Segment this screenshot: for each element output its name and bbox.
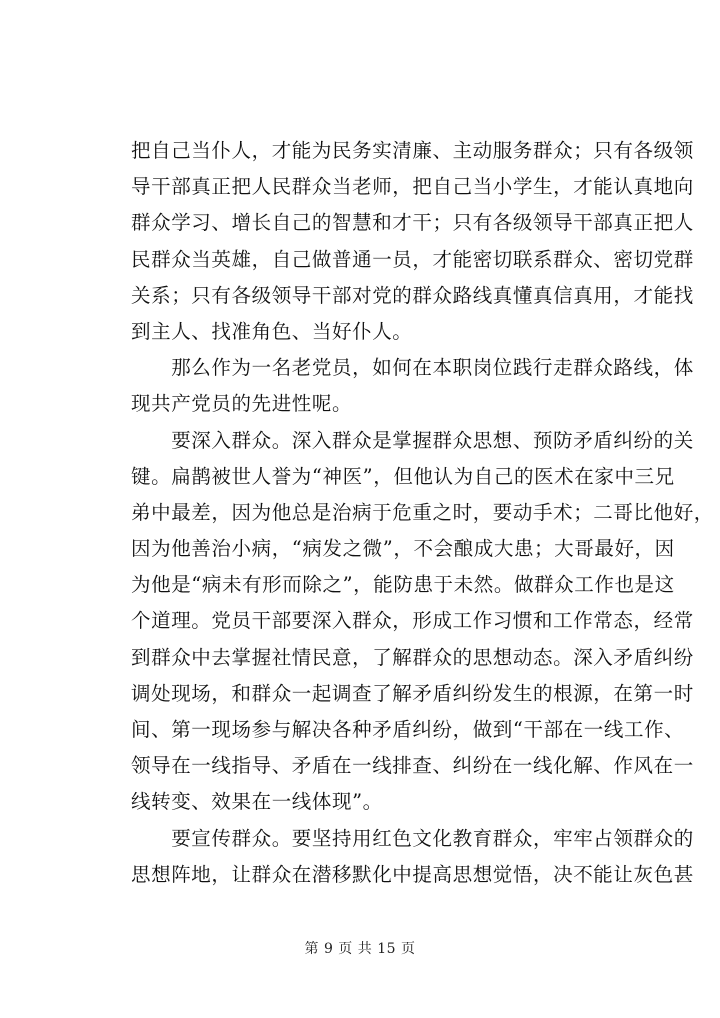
- text-line: 导干部真正把人民群众当老师，把自己当小学生，才能认真地向: [131, 175, 694, 199]
- text-line: 那么作为一名老党员，如何在本职岗位践行走群众路线，体: [131, 356, 694, 380]
- page-footer: [0, 938, 720, 958]
- text-line: 关系；只有各级领导干部对党的群众路线真懂真信真用，才能找: [131, 283, 694, 307]
- text-line: 调处现场，和群众一起调查了解矛盾纠纷发生的根源，在第一时: [131, 681, 694, 705]
- text-line: 到群众中去掌握社情民意，了解群众的思想动态。深入矛盾纠纷: [131, 645, 694, 669]
- text-line: 领导在一线指导、矛盾在一线排查、纠纷在一线化解、作风在一: [131, 754, 694, 778]
- text-line: 弟中最差，因为他总是治病于危重之时，要动手术；二哥比他好，: [131, 500, 714, 524]
- text-line: 要深入群众。深入群众是掌握群众思想、预防矛盾纠纷的关: [131, 428, 694, 452]
- text-line: 个道理。党员干部要深入群众，形成工作习惯和工作常态，经常: [131, 609, 694, 633]
- text-line: 到主人、找准角色、当好仆人。: [131, 319, 413, 343]
- text-line: 间、第一现场参与解决各种矛盾纠纷，做到“干部在一线工作、: [131, 718, 685, 741]
- text-line: 线转变、效果在一线体现”。: [131, 790, 383, 814]
- text-line: 民群众当英雄，自己做普通一员，才能密切联系群众、密切党群: [131, 247, 694, 271]
- text-line: 因为他善治小病，“病发之微”，不会酿成大患；大哥最好，因: [131, 537, 675, 561]
- text-line: 思想阵地，让群众在潜移默化中提高思想觉悟，决不能让灰色甚: [131, 862, 694, 886]
- text-line: 键。扁鹊被世人誉为“神医”，但他认为自己的医术在家中三兄: [131, 464, 675, 488]
- text-line: 群众学习、增长自己的智慧和才干；只有各级领导干部真正把人: [131, 211, 694, 235]
- text-line: 把自己当仆人，才能为民务实清廉、主动服务群众；只有各级领: [131, 139, 694, 162]
- text-line: 要宣传群众。要坚持用红色文化教育群众，牢牢占领群众的: [131, 826, 694, 850]
- text-line: 为他是“病未有形而除之”，能防患于未然。做群众工作也是这: [131, 573, 675, 597]
- page-number: 第 9 页 共 15 页: [304, 941, 416, 957]
- body-text: [131, 133, 714, 893]
- text-line: 现共产党员的先进性呢。: [131, 392, 353, 416]
